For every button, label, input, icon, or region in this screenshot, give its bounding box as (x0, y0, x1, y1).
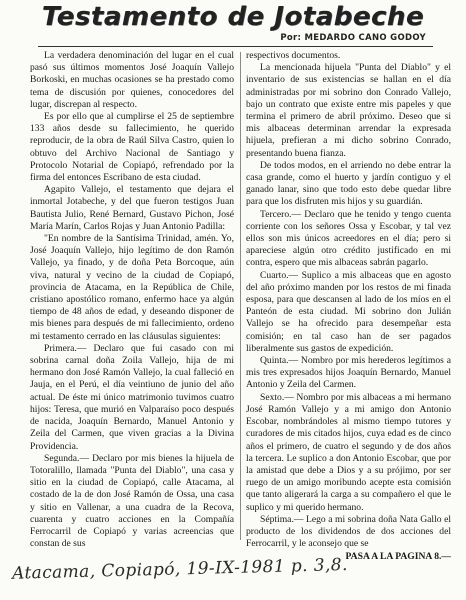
paragraph: Tercero.— Declaro que he tenido y tengo cuenta corriente con los señores Ossa y Escobar, y tal vez ellos son mis únicos acreedores en el día; pero si apareciese algún otro crédito justificado en mi contra, espero que mis albaceas sabrán pagarlo. (246, 208, 451, 269)
paragraph: De todos modos, en el arriendo no debe entrar la casa grande, como el huerto y jardín contiguo y el ganado lanar, sino que todo esto debe quedar libre para que los disfruten mis hijos y su guardián. (246, 159, 451, 208)
paragraph: Segunda.— Declaro por mis bienes la hijuela de Totoralillo, llamada "Punta del Diablo", una casa y sitio en la ciudad de Copiapó, calle Atacama, al costado de la de don José Ramón de Ossa, una casa y sitio en Vallenar, a una cuadra de la Recova, cuarenta y cuatro acciones en la Compañía Ferrocarril de Copiapó y varias acreencias que constan de sus (30, 452, 234, 550)
handwritten-citation: Atacama, Copiapó, 19-IX-1981 p. 3,8. (11, 554, 349, 584)
paragraph: La mencionada hijuela "Punta del Diablo" y el inventario de sus existencias se hallan en el día administradas por mi sobrino don Conrado Vallejo, bajo un contrato que existe entre mis papeles y que termina el primero de abril próximo. Deseo que si mis albaceas determinan arrendar la expresada hijuela, prefieran a mi dicho sobrino Conrado, presentando buena fianza. (246, 62, 451, 159)
paragraph: Primera.— Declaro que fui casado con mi sobrina carnal doña Zoila Vallejo, hija de mi hermano don José Ramón Vallejo, la cual falleció en Jauja, en el Perú, el día veintiuno de junio del año actual. De éste mi único matrimonio tuvimos cuatro hijos: Teresa, que murió en Valparaíso poco después de nacida, Joaquín Bernardo, Manuel Antonio y Zeila del Carmen, que viven gracias a la Divina Providencia. (30, 342, 234, 452)
paragraph: Agapito Vallejo, el testamento que dejara el inmortal Jotabeche, y del que fueron testigos Juan Bautista Julio, René Bernard, Gustavo Pichon, José María Marín, Carlos Rojas y Juan Antonio Padilla: (30, 184, 234, 232)
paragraph: La verdadera denominación del lugar en el cual pasó sus últimos momentos José Joaquín Vallejo Borkoski, en muchas ocasiones se ha prestado como tema de discusión por quienes, conocedores del lugar, discrepan al respecto. (30, 50, 234, 110)
paragraph: Quinta.— Nombro por mis herederos legítimos a mis tres expresados hijos Joaquín Bernardo, Manuel Antonio y Zeila del Carmen. (246, 355, 451, 391)
paragraph: Séptima.— Lego a mi sobrina doña Nata Gallo el producto de los dividendos de dos acciones del Ferrocarril, y le aconsejo que se (246, 513, 451, 550)
paragraph: Sexto.— Nombro por mis albaceas a mi hermano José Ramón Vallejo y a mi amigo don Antonio Escobar, nombrándoles al mismo tiempo tutores y curadores de mis citados hijos, cuya edad es de cinco años el primero, de cuatro el segundo y de dos años la tercera. Le suplico a don Antonio Escobar, que por la amistad que debe a Dios y a su prójimo, por ser ruego de un amigo moribundo acepte esta comisión que tanto aligerará la carga a su compañero el que le suplico y mi querido hermano. (246, 391, 451, 513)
left-column (30, 50, 234, 550)
right-column (246, 50, 451, 563)
paragraph: Es por ello que al cumplirse el 25 de septiembre 133 años desde su fallecimiento, he querido reproducir, de la obra de Raúl Silva Castro, quien lo obtuvo del Archivo Nacional de Santiago y Protocolo Notarial de Copiapó, refrendado por la firma del entonces Escribano de esta ciudad. (30, 111, 234, 184)
title-rule (38, 46, 433, 47)
paragraph: "En nombre de la Santísima Trinidad, amén. Yo, José Joaquín Vallejo, hijo legítimo de don Ramón Vallejo, ya finado, y de doña Peta Borcoque, aún viva, natural y vecino de la ciudad de Copiapó, provincia de Atacama, en la República de Chile, cristiano apostólico romano, enfermo hace ya algún tiempo de 48 años de edad, y deseando disponer de mis bienes para después de mi fallecimiento, ordeno mi testamento cerrado en las cláusulas siguientes: (30, 233, 234, 342)
continued-on-page-label: PASA A LA PAGINA 8.— (345, 551, 451, 563)
column-divider (240, 52, 241, 540)
author-byline: Por: MEDARDO CANO GODOY (280, 33, 426, 43)
paragraph: respectivos documentos. (246, 50, 341, 61)
paragraph: Cuarto.— Suplico a mis albaceas que en agosto del año próximo manden por los restos de mi finada esposa, para que descansen al lado de los míos en el Panteón de esta ciudad. Mi sobrino don Julián Vallejo se ha ofrecido para desempeñar esta comisión; en tal caso han de ser pagados liberalmente sus gastos de expedición. (246, 269, 451, 354)
article-title: Testamento de Jotabeche (41, 2, 425, 32)
